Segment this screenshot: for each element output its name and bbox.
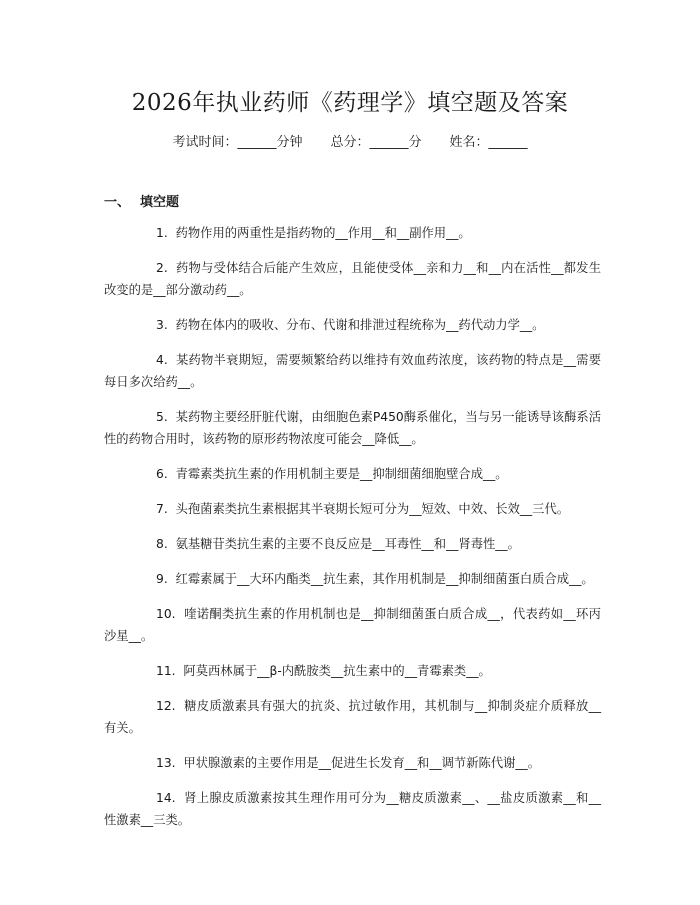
question-number: 2.: [156, 261, 168, 275]
question-item: [104, 257, 601, 301]
question-text: 药物在体内的吸收、分布、代谢和排泄过程统称为__药代动力学__。: [175, 318, 545, 332]
question-number: 4.: [156, 353, 168, 367]
question-text: 喹诺酮类抗生素的作用机制也是__抑制细菌蛋白质合成__，代表药如__环丙沙星__。: [104, 607, 601, 643]
question-text: 甲状腺激素的主要作用是__促进生长发育__和__调节新陈代谢__。: [183, 756, 541, 770]
question-text: 阿莫西林属于__β-内酰胺类__抗生素中的__青霉素类__。: [183, 664, 491, 678]
question-text: 红霉素属于__大环内酯类__抗生素，其作用机制是__抑制细菌蛋白质合成__。: [175, 572, 594, 586]
question-number: 6.: [156, 467, 168, 481]
question-number: 11.: [156, 664, 176, 678]
question-number: 12.: [156, 699, 176, 713]
question-item: [104, 463, 601, 485]
question-number: 13.: [156, 756, 176, 770]
section-heading: [104, 191, 179, 210]
question-text: 某药物主要经肝脏代谢，由细胞色素P450酶系催化，当与另一能诱导该酶系活性的药物合用时，该药物的原形药物浓度可能会__降低__。: [104, 410, 601, 446]
question-item: [104, 314, 601, 336]
section-number: 一、: [104, 195, 131, 210]
question-item: [104, 787, 601, 831]
question-number: 14.: [156, 791, 176, 805]
question-number: 8.: [156, 537, 168, 551]
question-number: 10.: [156, 607, 176, 621]
question-text: 头孢菌素类抗生素根据其半衰期长短可分为__短效、中效、长效__三代。: [175, 502, 570, 516]
question-text: 肾上腺皮质激素按其生理作用可分为__糖皮质激素__、__盐皮质激素__和__性激素__三类。: [104, 791, 601, 827]
question-text: 糖皮质激素具有强大的抗炎、抗过敏作用，其机制与__抑制炎症介质释放__有关。: [104, 699, 601, 735]
question-item: [104, 533, 601, 555]
exam-meta: [0, 131, 700, 150]
question-item: [104, 752, 601, 774]
question-text: 药物与受体结合后能产生效应，且能使受体__亲和力__和__内在活性__都发生改变的是__部分激动药__。: [104, 261, 601, 297]
question-item: [104, 603, 601, 647]
question-number: 9.: [156, 572, 168, 586]
question-text: 某药物半衰期短，需要频繁给药以维持有效血药浓度，该药物的特点是__需要每日多次给药__。: [104, 353, 601, 389]
question-number: 3.: [156, 318, 168, 332]
section-title: 填空题: [140, 195, 180, 210]
question-list: [104, 222, 601, 844]
total-score-label: 总分：______分: [330, 135, 422, 150]
document-title: 2026年执业药师《药理学》填空题及答案: [131, 90, 569, 116]
question-text: 青霉素类抗生素的作用机制主要是__抑制细菌细胞壁合成__。: [175, 467, 508, 481]
question-text: 氨基糖苷类抗生素的主要不良反应是__耳毒性__和__肾毒性__。: [175, 537, 520, 551]
question-item: [104, 222, 601, 244]
question-item: [104, 349, 601, 393]
exam-time-label: 考试时间：______分钟: [172, 135, 303, 150]
question-item: [104, 660, 601, 682]
question-number: 1.: [156, 226, 168, 240]
question-item: [104, 498, 601, 520]
question-number: 7.: [156, 502, 168, 516]
question-item: [104, 695, 601, 739]
question-item: [104, 568, 601, 590]
question-number: 5.: [156, 410, 168, 424]
question-text: 药物作用的两重性是指药物的__作用__和__副作用__。: [175, 226, 471, 240]
question-item: [104, 406, 601, 450]
name-label: 姓名：______: [449, 135, 528, 150]
